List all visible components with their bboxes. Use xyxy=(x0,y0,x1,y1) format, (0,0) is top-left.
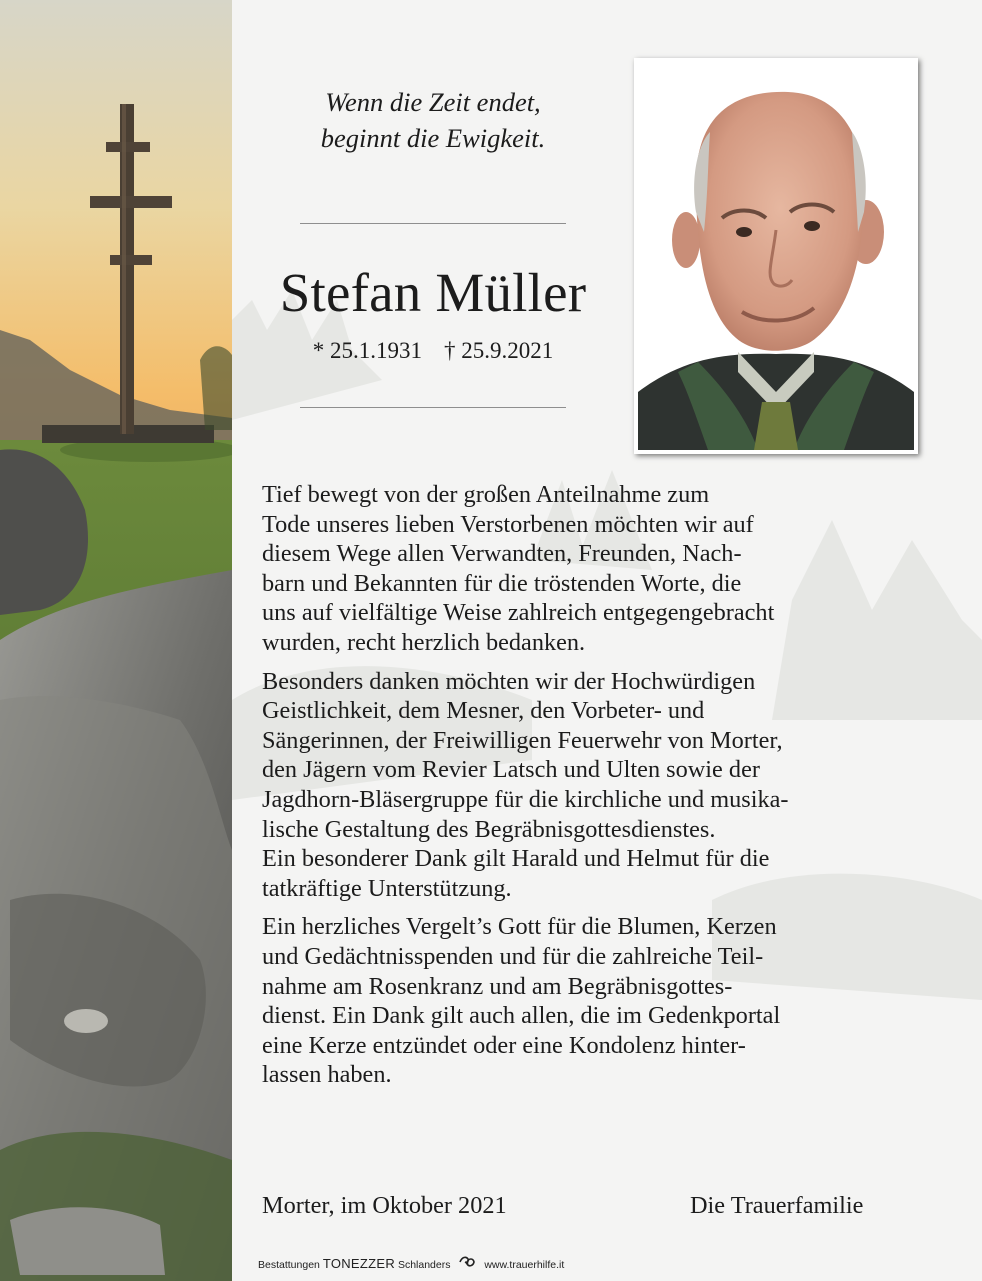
summit-cross-photo xyxy=(0,0,232,1281)
text-line: Besonders danken möchten wir der Hochwürdigen xyxy=(262,667,756,695)
motto xyxy=(258,84,608,156)
thanks-text xyxy=(262,480,930,1090)
text-line: Tode unseres lieben Verstorbenen möchten wir auf xyxy=(262,510,754,538)
text-line: Geistlichkeit, dem Mesner, den Vorbeter- und xyxy=(262,697,705,725)
text-line: und Gedächtnisspenden und für die zahlreiche Teil- xyxy=(262,942,764,970)
text-line: nahme am Rosenkranz und am Begräbnisgottes- xyxy=(262,972,733,1000)
text-line: eine Kerze entzündet oder eine Kondolenz hinter- xyxy=(262,1031,746,1059)
bottom-divider xyxy=(300,407,566,408)
text-line: uns auf vielfältige Weise zahlreich entgegengebracht xyxy=(262,599,775,627)
paragraph-special-thanks xyxy=(262,667,930,904)
text-line: lassen haben. xyxy=(262,1061,392,1089)
text-line: barn und Bekannten für die tröstenden Worte, die xyxy=(262,569,742,597)
text-line: wurden, recht herzlich bedanken. xyxy=(262,628,586,656)
place-and-date: Morter, im Oktober 2021 xyxy=(262,1192,507,1219)
death-date: † 25.9.2021 xyxy=(444,338,554,363)
portrait-frame xyxy=(634,58,918,454)
footer-brand: TONEZZER xyxy=(322,1256,396,1271)
footer-website[interactable]: www.trauerhilfe.it xyxy=(484,1259,565,1271)
text-line: dienst. Ein Dank gilt auch allen, die im Gedenkportal xyxy=(262,1002,781,1030)
text-line: tatkräftige Unterstützung. xyxy=(262,874,512,902)
text-line: den Jägern vom Revier Latsch und Ulten sowie der xyxy=(262,756,760,784)
paragraph-vergelts-gott xyxy=(262,912,930,1090)
signature: Die Trauerfamilie xyxy=(690,1192,864,1219)
life-dates xyxy=(250,336,616,366)
text-line: Ein besonderer Dank gilt Harald und Helmut für die xyxy=(262,845,770,873)
birth-date: * 25.1.1931 xyxy=(312,338,422,363)
deceased-name: Stefan Müller xyxy=(279,262,587,323)
text-line: Sängerinnen, der Freiwilligen Feuerwehr von Morter, xyxy=(262,726,783,754)
text-line: diesem Wege allen Verwandten, Freunden, Nach- xyxy=(262,540,742,568)
footer-city: Schlanders xyxy=(397,1259,451,1271)
text-line: lische Gestaltung des Begräbnisgottesdienstes. xyxy=(262,815,716,843)
funeral-home-logo-icon xyxy=(459,1255,475,1276)
top-divider xyxy=(300,223,566,224)
text-line: Jagdhorn-Bläsergruppe für die kirchliche und musika- xyxy=(262,785,789,813)
text-line: Ein herzliches Vergelt’s Gott für die Blumen, Kerzen xyxy=(262,913,777,941)
paragraph-thanks xyxy=(262,480,930,658)
motto-line: beginnt die Ewigkeit. xyxy=(320,123,546,153)
portrait-photo xyxy=(638,62,914,450)
motto-line: Wenn die Zeit endet, xyxy=(325,87,541,117)
funeral-home-footer xyxy=(258,1254,564,1274)
footer-prefix: Bestattungen xyxy=(258,1259,320,1271)
text-line: Tief bewegt von der großen Anteilnahme zum xyxy=(262,481,710,508)
